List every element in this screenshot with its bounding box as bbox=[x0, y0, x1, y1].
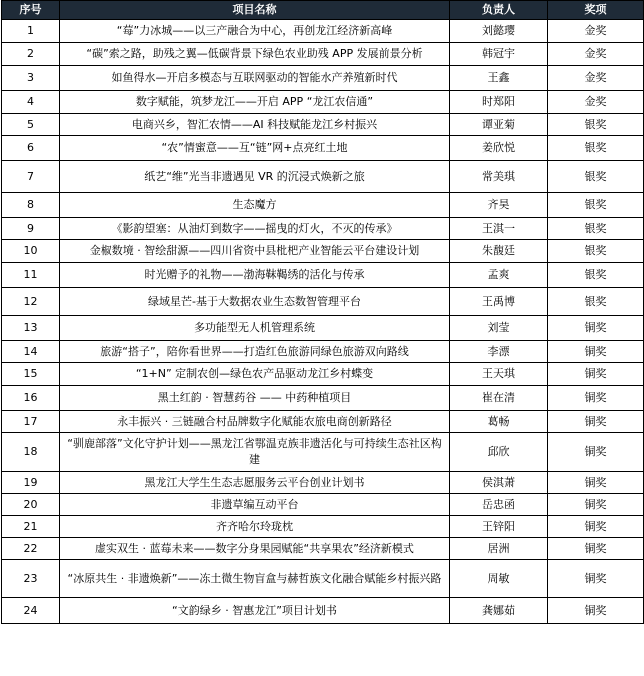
leader-cell: 王淇一 bbox=[450, 218, 548, 240]
table-row bbox=[2, 386, 644, 411]
project-name-cell: 多功能型无人机管理系统 bbox=[60, 316, 450, 341]
award-cell: 银奖 bbox=[548, 263, 644, 288]
award-cell: 银奖 bbox=[548, 114, 644, 136]
leader-cell: 李漂 bbox=[450, 341, 548, 363]
leader-cell: 刘莹 bbox=[450, 316, 548, 341]
award-cell: 铜奖 bbox=[548, 411, 644, 433]
project-name-cell: 非遗草编互动平台 bbox=[60, 494, 450, 516]
table-row bbox=[2, 288, 644, 316]
index-cell: 16 bbox=[2, 386, 60, 411]
table-row bbox=[2, 494, 644, 516]
project-name-cell: “碳”索之路，助残之翼—低碳背景下绿色农业助残 APP 发展前景分析 bbox=[60, 43, 450, 66]
index-cell: 13 bbox=[2, 316, 60, 341]
table-row bbox=[2, 316, 644, 341]
leader-cell: 龚娜茹 bbox=[450, 598, 548, 624]
header-award: 奖项 bbox=[548, 1, 644, 20]
award-cell: 铜奖 bbox=[548, 433, 644, 472]
leader-cell: 谭亚菊 bbox=[450, 114, 548, 136]
table-row bbox=[2, 263, 644, 288]
table-row bbox=[2, 66, 644, 91]
table-row bbox=[2, 363, 644, 386]
index-cell: 18 bbox=[2, 433, 60, 472]
award-cell: 银奖 bbox=[548, 136, 644, 161]
award-cell: 铜奖 bbox=[548, 472, 644, 494]
leader-cell: 王禹博 bbox=[450, 288, 548, 316]
leader-cell: 孟爽 bbox=[450, 263, 548, 288]
header-leader: 负责人 bbox=[450, 1, 548, 20]
project-name-cell: “冰原共生 · 非遗焕新”——冻土微生物盲盒与赫哲族文化融合赋能乡村振兴路 bbox=[60, 560, 450, 598]
table-row bbox=[2, 411, 644, 433]
project-name-cell: 黑龙江大学生生态志愿服务云平台创业计划书 bbox=[60, 472, 450, 494]
award-cell: 银奖 bbox=[548, 218, 644, 240]
table-row bbox=[2, 218, 644, 240]
index-cell: 12 bbox=[2, 288, 60, 316]
project-name-cell: 纸艺“维”光当非遗遇见 VR 的沉浸式焕新之旅 bbox=[60, 161, 450, 193]
index-cell: 8 bbox=[2, 193, 60, 218]
award-cell: 铜奖 bbox=[548, 316, 644, 341]
header-project-name: 项目名称 bbox=[60, 1, 450, 20]
table-row bbox=[2, 20, 644, 43]
award-cell: 铜奖 bbox=[548, 598, 644, 624]
project-name-cell: 时光赠予的礼物——渤海靺鞨绣的活化与传承 bbox=[60, 263, 450, 288]
header-index: 序号 bbox=[2, 1, 60, 20]
index-cell: 11 bbox=[2, 263, 60, 288]
index-cell: 3 bbox=[2, 66, 60, 91]
index-cell: 19 bbox=[2, 472, 60, 494]
project-name-cell: 电商兴乡，智汇农情——AI 科技赋能龙江乡村振兴 bbox=[60, 114, 450, 136]
project-name-cell: 虚实双生 · 蓝莓未来——数字分身果园赋能“共享果农”经济新模式 bbox=[60, 538, 450, 560]
leader-cell: 刘懿璎 bbox=[450, 20, 548, 43]
index-cell: 5 bbox=[2, 114, 60, 136]
project-name-cell: 黑土红韵 · 智慧药谷 —— 中药种植项目 bbox=[60, 386, 450, 411]
index-cell: 21 bbox=[2, 516, 60, 538]
award-cell: 金奖 bbox=[548, 91, 644, 114]
leader-cell: 王天琪 bbox=[450, 363, 548, 386]
leader-cell: 居洲 bbox=[450, 538, 548, 560]
table-row bbox=[2, 598, 644, 624]
award-cell: 银奖 bbox=[548, 193, 644, 218]
leader-cell: 朱馥廷 bbox=[450, 240, 548, 263]
index-cell: 24 bbox=[2, 598, 60, 624]
project-name-cell: 《影韵望塞：从油灯到数字——摇曳的灯火，不灭的传承》 bbox=[60, 218, 450, 240]
table-body bbox=[2, 20, 644, 624]
index-cell: 15 bbox=[2, 363, 60, 386]
table-row bbox=[2, 114, 644, 136]
index-cell: 17 bbox=[2, 411, 60, 433]
index-cell: 14 bbox=[2, 341, 60, 363]
project-name-cell: “农”情蜜意——互“链”网+点亮红土地 bbox=[60, 136, 450, 161]
leader-cell: 韩冠宇 bbox=[450, 43, 548, 66]
project-name-cell: 永丰振兴 · 三链融合村品牌数字化赋能农旅电商创新路径 bbox=[60, 411, 450, 433]
award-cell: 铜奖 bbox=[548, 386, 644, 411]
awards-table bbox=[1, 0, 644, 624]
table-row bbox=[2, 560, 644, 598]
index-cell: 23 bbox=[2, 560, 60, 598]
leader-cell: 侯淇萧 bbox=[450, 472, 548, 494]
project-name-cell: 生态魔方 bbox=[60, 193, 450, 218]
table-row bbox=[2, 161, 644, 193]
table-row bbox=[2, 136, 644, 161]
project-name-cell: 数字赋能，筑梦龙江——开启 APP “龙江农信通” bbox=[60, 91, 450, 114]
project-name-cell: 齐齐哈尔玲珑枕 bbox=[60, 516, 450, 538]
award-cell: 铜奖 bbox=[548, 341, 644, 363]
project-name-cell: 如鱼得水—开启多模态与互联网驱动的智能水产养殖新时代 bbox=[60, 66, 450, 91]
table-row bbox=[2, 193, 644, 218]
index-cell: 9 bbox=[2, 218, 60, 240]
award-cell: 铜奖 bbox=[548, 494, 644, 516]
table-header-row bbox=[2, 1, 644, 20]
project-name-cell: “1+N” 定制农创—绿色农产品驱动龙江乡村蝶变 bbox=[60, 363, 450, 386]
leader-cell: 王鑫 bbox=[450, 66, 548, 91]
leader-cell: 齐昊 bbox=[450, 193, 548, 218]
leader-cell: 时郑阳 bbox=[450, 91, 548, 114]
award-cell: 铜奖 bbox=[548, 363, 644, 386]
index-cell: 1 bbox=[2, 20, 60, 43]
index-cell: 2 bbox=[2, 43, 60, 66]
award-cell: 铜奖 bbox=[548, 538, 644, 560]
table-row bbox=[2, 538, 644, 560]
leader-cell: 王锌阳 bbox=[450, 516, 548, 538]
leader-cell: 周敏 bbox=[450, 560, 548, 598]
index-cell: 10 bbox=[2, 240, 60, 263]
table-row bbox=[2, 341, 644, 363]
award-cell: 金奖 bbox=[548, 66, 644, 91]
index-cell: 7 bbox=[2, 161, 60, 193]
leader-cell: 葛畅 bbox=[450, 411, 548, 433]
table-row bbox=[2, 91, 644, 114]
project-name-cell: 旅游“搭子”，陪你看世界——打造红色旅游同绿色旅游双向路线 bbox=[60, 341, 450, 363]
table-row bbox=[2, 240, 644, 263]
award-cell: 银奖 bbox=[548, 288, 644, 316]
award-cell: 银奖 bbox=[548, 240, 644, 263]
index-cell: 20 bbox=[2, 494, 60, 516]
leader-cell: 姜欣悦 bbox=[450, 136, 548, 161]
project-name-cell: 金椒数境 · 智绘甜源——四川省资中县枇杷产业智能云平台建设计划 bbox=[60, 240, 450, 263]
leader-cell: 常美琪 bbox=[450, 161, 548, 193]
table-row bbox=[2, 516, 644, 538]
index-cell: 6 bbox=[2, 136, 60, 161]
award-cell: 金奖 bbox=[548, 43, 644, 66]
index-cell: 4 bbox=[2, 91, 60, 114]
leader-cell: 邱欣 bbox=[450, 433, 548, 472]
project-name-cell: 绿域星芒-基于大数据农业生态数智管理平台 bbox=[60, 288, 450, 316]
project-name-cell: “驯鹿部落”文化守护计划——黑龙江省鄂温克族非遗活化与可持续生态社区构建 bbox=[60, 433, 450, 472]
leader-cell: 崔在清 bbox=[450, 386, 548, 411]
project-name-cell: “文韵绿乡 · 智惠龙江”项目计划书 bbox=[60, 598, 450, 624]
project-name-cell: “莓”力冰城——以三产融合为中心，再创龙江经济新高峰 bbox=[60, 20, 450, 43]
table-row bbox=[2, 43, 644, 66]
award-cell: 金奖 bbox=[548, 20, 644, 43]
award-cell: 铜奖 bbox=[548, 516, 644, 538]
leader-cell: 岳忠函 bbox=[450, 494, 548, 516]
award-cell: 银奖 bbox=[548, 161, 644, 193]
index-cell: 22 bbox=[2, 538, 60, 560]
table-row bbox=[2, 433, 644, 472]
award-cell: 铜奖 bbox=[548, 560, 644, 598]
table-row bbox=[2, 472, 644, 494]
